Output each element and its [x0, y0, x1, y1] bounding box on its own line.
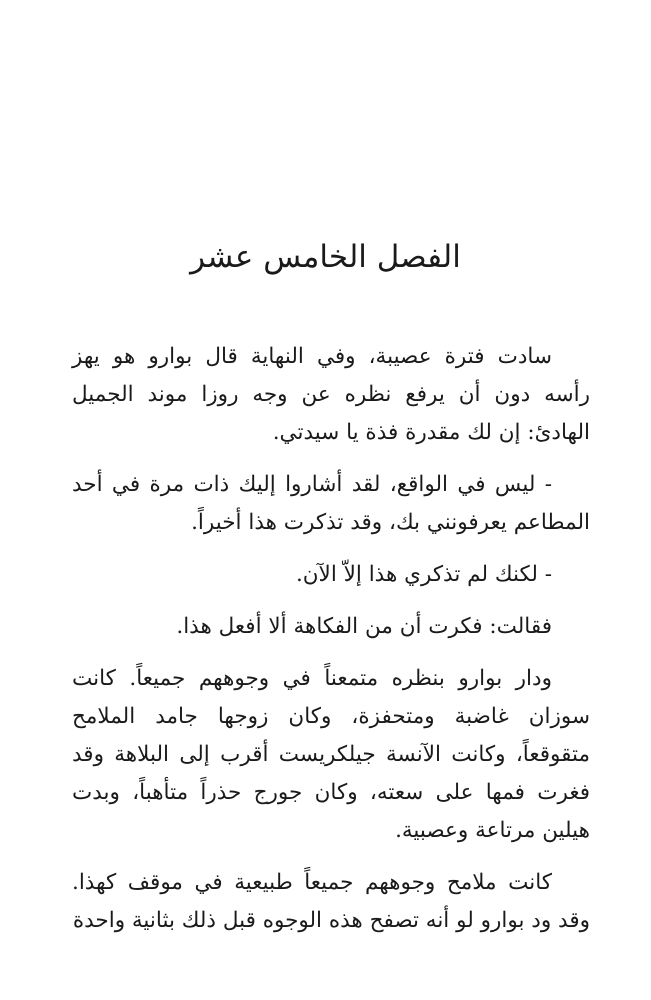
dialogue-paragraph: - ليس في الواقع، لقد أشاروا إليك ذات مرة في أحد المطاعم يعرفونني بك، وقد تذكرت هذا أخيراً.	[72, 472, 590, 535]
chapter-body	[72, 338, 590, 954]
chapter-title: الفصل الخامس عشر	[190, 239, 461, 275]
paragraph: كانت ملامح وجوههم جميعاً طبيعية في موقف كهذا. وقد ود بوارو لو أنه تصفح هذه الوجوه قبل ذلك بثانية واحدة	[72, 870, 590, 933]
paragraph: فقالت: فكرت أن من الفكاهة ألا أفعل هذا.	[176, 614, 552, 639]
paragraph: سادت فترة عصيبة، وفي النهاية قال بوارو هو يهز رأسه دون أن يرفع نظره عن وجه روزا موند الجميل الهادئ: إن لك مقدرة فذة يا سيدتي.	[72, 344, 590, 445]
dialogue-paragraph: - لكنك لم تذكري هذا إلاّ الآن.	[295, 562, 552, 587]
paragraph: ودار بوارو بنظره متمعناً في وجوههم جميعاً. كانت سوزان غاضبة ومتحفزة، وكان زوجها جامد الملامح متقوقعاً، وكانت الآنسة جيلكريست أقرب إلى البلاهة وقد فغرت فمها على سعته، وكان جورج حذراً متأهباً، وبدت هيلين مرتاعة وعصبية.	[72, 666, 590, 843]
